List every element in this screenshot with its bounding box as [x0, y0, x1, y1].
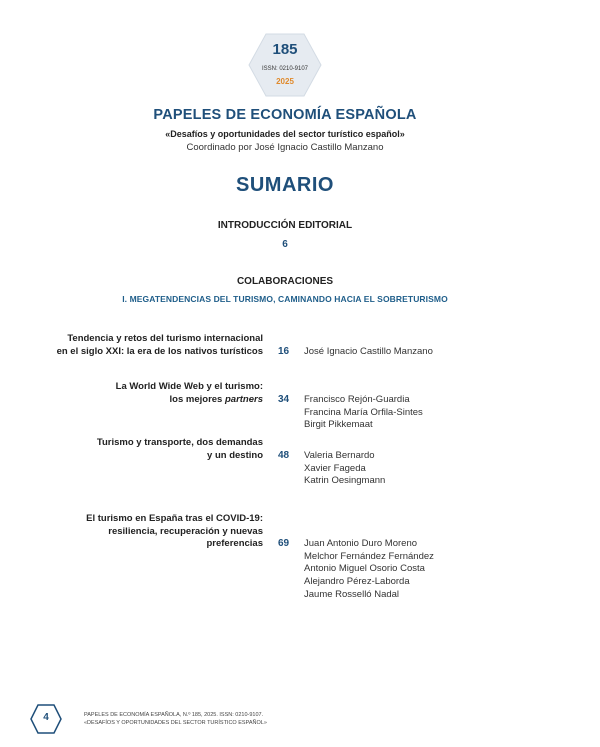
intro-page-link[interactable]: 6 — [282, 239, 288, 250]
author: Juan Antonio Duro Moreno — [304, 538, 418, 549]
article-authors — [304, 450, 385, 488]
author: Francisco Rejón-Guardia — [304, 394, 410, 405]
article-authors — [304, 538, 434, 602]
author: Birgit Pikkemaat — [304, 419, 373, 431]
journal-title: PAPELES DE ECONOMÍA ESPAÑOLA — [153, 107, 417, 123]
author: Antonio Miguel Osorio Costa — [304, 563, 425, 575]
article-title: Tendencia y retos del turismo internacional en el siglo XXI: la era de los nativos turísticos — [56, 333, 263, 357]
intro-heading: INTRODUCCIÓN EDITORIAL — [217, 220, 353, 231]
issue-title: «Desafíos y oportunidades del sector turístico español» — [165, 129, 405, 139]
footer-citation: PAPELES DE ECONOMÍA ESPAÑOLA, N.º 185, 2025. ISSN: 0210-9107. «DESAFÍOS Y OPORTUNIDADES DEL SECTOR TURÍSTICO ESPAÑOL» — [84, 712, 267, 726]
part-heading: I. MEGATENDENCIAS DEL TURISMO, CAMINANDO HACIA EL SOBRETURISMO — [122, 294, 448, 304]
author: José Ignacio Castillo Manzano — [304, 346, 433, 357]
issue-year: 2025 — [276, 77, 294, 86]
author: Francina María Orfila-Sintes — [304, 406, 423, 418]
author: Melchor Fernández Fernández — [304, 550, 434, 562]
page-number: 4 — [43, 712, 49, 723]
article-page[interactable]: 69 — [278, 538, 290, 549]
article-title: El turismo en España tras el COVID-19: resiliencia, recuperación y nuevas preferencias — [86, 513, 263, 549]
page-title: SUMARIO — [236, 174, 334, 196]
article-page[interactable]: 48 — [278, 450, 290, 461]
issue-badge — [248, 33, 322, 97]
article-title: Turismo y transporte, dos demandas y un destino — [96, 437, 263, 461]
article-authors — [304, 394, 423, 432]
author: Xavier Fageda — [304, 462, 366, 474]
collaborations-heading: COLABORACIONES — [236, 276, 334, 287]
article-authors — [304, 346, 433, 359]
author: Valeria Bernardo — [304, 450, 375, 461]
article-title: La World Wide Web y el turismo: los mejores partners — [115, 381, 263, 405]
author: Jaume Rosselló Nadal — [304, 588, 400, 600]
author: Alejandro Pérez-Laborda — [304, 576, 410, 588]
issue-number: 185 — [272, 41, 298, 58]
coordinator: Coordinado por José Ignacio Castillo Manzano — [186, 142, 384, 153]
article-page[interactable]: 34 — [278, 394, 290, 405]
article-page[interactable]: 16 — [278, 346, 290, 357]
issn: ISSN: 0210-9107 — [261, 66, 309, 72]
author: Katrin Oesingmann — [304, 475, 386, 487]
